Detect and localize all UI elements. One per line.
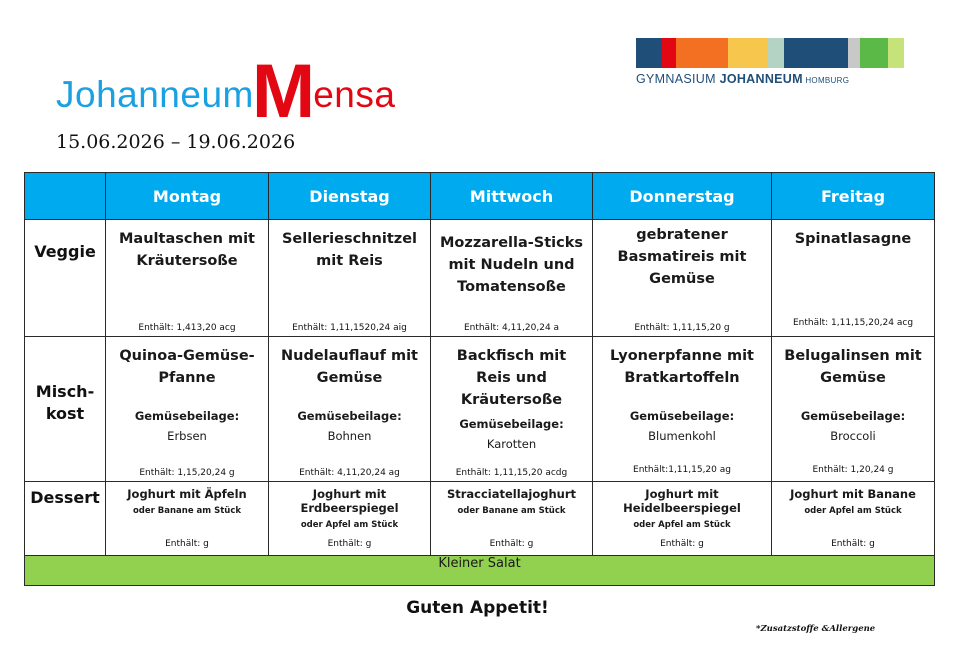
- allergen-info: Enthält: 1,11,15,20 g: [634, 323, 730, 333]
- side-dish-label: Gemüsebeilage:: [459, 417, 564, 431]
- menu-cell: [106, 337, 269, 482]
- dish-name: Maultaschen mit Kräutersoße: [119, 231, 255, 269]
- row-label-mischkost-text: [25, 337, 105, 425]
- menu-cell: [106, 482, 269, 556]
- allergen-info: Enthält: 1,11,15,20,24 acg: [792, 318, 914, 328]
- dessert-name: Joghurt mit Heidelbeerspiegel: [623, 487, 741, 515]
- logo-stripe: [662, 38, 676, 68]
- logo-stripes: [636, 38, 904, 68]
- dessert-name: Joghurt mit Erdbeerspiegel: [300, 487, 399, 515]
- menu-cell: [431, 482, 593, 556]
- dessert-name: Stracciatellajoghurt: [446, 487, 577, 501]
- dessert-name: Joghurt mit Banane: [790, 487, 916, 501]
- dish-name: Quinoa-Gemüse-Pfanne: [119, 348, 255, 386]
- row-label-veggie: [25, 220, 106, 337]
- allergen-info: Enthält: g: [327, 539, 372, 549]
- footnote-allergens: *Zusatzstoffe &Allergene: [756, 624, 876, 634]
- side-dish-value: Erbsen: [167, 429, 207, 443]
- dish-name: gebratener Basmatireis mit Gemüse: [617, 227, 747, 287]
- allergen-info: Enthält: g: [165, 539, 209, 549]
- row-label-veggie-text: Veggie: [34, 242, 96, 261]
- salad-row: [25, 556, 935, 586]
- header-day: Donnerstag: [593, 173, 772, 220]
- side-dish-value: Bohnen: [327, 429, 372, 443]
- header-day: Dienstag: [269, 173, 431, 220]
- menu-cell: [593, 482, 772, 556]
- salad-banner: Kleiner Salat: [25, 556, 935, 586]
- dish-name: Nudelauflauf mit Gemüse: [281, 348, 418, 386]
- menu-cell: [772, 482, 935, 556]
- dish-name: Sellerieschnitzel mit Reis: [281, 231, 418, 269]
- dish-name: Mozzarella-Sticks mit Nudeln und Tomatensoße: [440, 235, 583, 295]
- logo-stripe: [860, 38, 888, 68]
- header-row: [25, 173, 935, 220]
- dish-name: Lyonerpfanne mit Bratkartoffeln: [610, 348, 754, 386]
- page-title: [56, 44, 396, 134]
- dessert-alternative: oder Banane am Stück: [132, 506, 242, 516]
- dessert-alternative: oder Apfel am Stück: [804, 506, 902, 516]
- side-dish-value: Blumenkohl: [648, 429, 716, 443]
- footer-greeting: Guten Appetit!: [406, 598, 549, 618]
- allergen-info: Enthält: 1,15,20,24 g: [139, 468, 235, 478]
- allergen-info: Enthält:1,11,15,20 ag: [633, 465, 731, 475]
- header-corner: [25, 173, 106, 220]
- dish-name: Backfisch mit Reis und Kräutersoße: [456, 348, 567, 408]
- side-dish-value: Broccoli: [830, 429, 876, 443]
- menu-cell: [431, 220, 593, 337]
- row-label-mischkost-line: Misch-: [35, 382, 95, 401]
- menu-cell: [269, 337, 431, 482]
- allergen-info: Enthält: 1,20,24 g: [812, 465, 894, 475]
- dessert-name: Joghurt mit Äpfeln: [127, 487, 247, 501]
- allergen-info: Enthält: 1,11,1520,24 aig: [292, 323, 407, 333]
- title-part-ensa: ensa: [313, 74, 396, 115]
- menu-cell: [772, 337, 935, 482]
- header-day: Mittwoch: [431, 173, 593, 220]
- title-part-johanneum: Johanneum: [56, 74, 254, 115]
- menu-cell: [593, 220, 772, 337]
- menu-cell: [593, 337, 772, 482]
- logo-stripe: [784, 38, 848, 68]
- allergen-info: Enthält: g: [831, 539, 875, 549]
- logo-stripe: [768, 38, 784, 68]
- row-label-mischkost-line: kost: [45, 404, 85, 423]
- menu-cell: [269, 482, 431, 556]
- row-label-mischkost: [25, 337, 106, 482]
- allergen-info: Enthält: 1,413,20 acg: [138, 323, 236, 333]
- side-dish-label: Gemüsebeilage:: [629, 409, 735, 423]
- menu-table: [24, 172, 935, 586]
- logo-stripe: [676, 38, 728, 68]
- menu-cell: [431, 337, 593, 482]
- logo-stripe: [636, 38, 662, 68]
- allergen-info: Enthält: 1,11,15,20 acdg: [455, 468, 568, 478]
- dish-name: Belugalinsen mit Gemüse: [784, 348, 922, 386]
- veggie-row: [25, 220, 935, 337]
- side-dish-label: Gemüsebeilage:: [134, 409, 240, 423]
- allergen-info: Enthält: 4,11,20,24 ag: [299, 468, 400, 478]
- school-name-small: HOMBURG: [802, 76, 850, 85]
- side-dish-label: Gemüsebeilage:: [297, 409, 402, 423]
- date-range: 15.06.2026 – 19.06.2026: [56, 131, 296, 153]
- allergen-info: Enthält: g: [660, 539, 704, 549]
- school-name-regular: GYMNASIUM: [636, 72, 720, 86]
- header-day: Montag: [106, 173, 269, 220]
- side-dish-label: Gemüsebeilage:: [800, 409, 906, 423]
- dessert-alternative: oder Apfel am Stück: [633, 520, 731, 530]
- side-dish-value: Karotten: [486, 437, 537, 451]
- allergen-info: Enthält: 4,11,20,24 a: [463, 323, 560, 333]
- dessert-row: [25, 482, 935, 556]
- logo-stripe: [848, 38, 860, 68]
- menu-cell: [772, 220, 935, 337]
- dessert-alternative: oder Apfel am Stück: [300, 520, 399, 530]
- dessert-alternative: oder Banane am Stück: [457, 506, 566, 516]
- mischkost-row: [25, 337, 935, 482]
- menu-cell: [106, 220, 269, 337]
- allergen-info: Enthält: g: [489, 539, 534, 549]
- school-logo: [636, 38, 904, 86]
- menu-cell: [269, 220, 431, 337]
- title-part-m: M: [251, 49, 316, 134]
- header-day: Freitag: [772, 173, 935, 220]
- row-label-dessert: [25, 482, 106, 556]
- dish-name: Spinatlasagne: [794, 231, 912, 247]
- school-name: [636, 72, 904, 86]
- row-label-dessert-text: Dessert: [30, 488, 100, 507]
- school-name-bold: JOHANNEUM: [719, 72, 803, 86]
- logo-stripe: [728, 38, 768, 68]
- logo-stripe: [888, 38, 904, 68]
